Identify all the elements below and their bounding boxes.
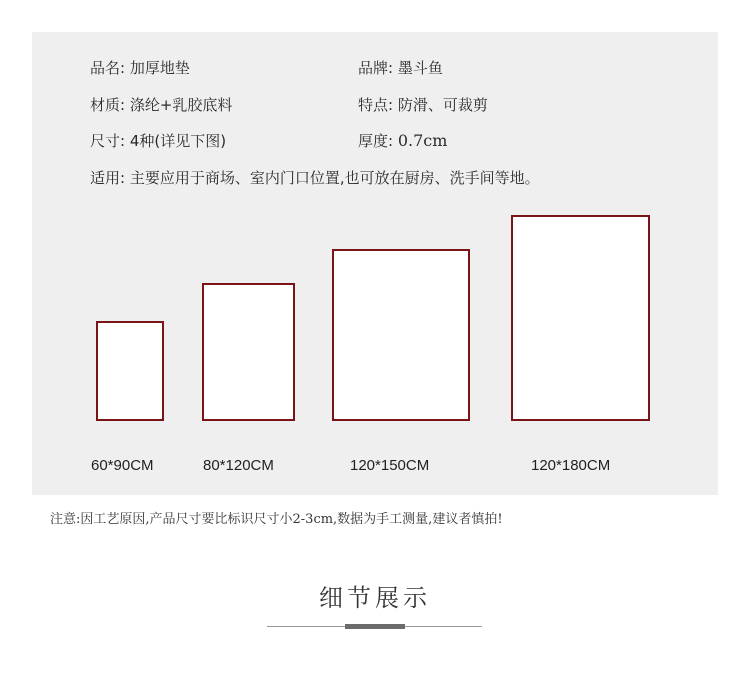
size-label: 120*150CM [350, 457, 430, 474]
section-title: 细节展示 [319, 584, 431, 612]
spec-value: 4种(详见下图) [129, 132, 227, 150]
size-label: 60*90CM [91, 457, 154, 474]
mat-outline-60x90 [96, 321, 164, 421]
title-underline-accent [345, 624, 405, 629]
spec-features [358, 95, 488, 115]
spec-value: 墨斗鱼 [397, 59, 443, 77]
spec-label: 特点: [358, 96, 394, 114]
spec-material [90, 95, 232, 115]
spec-value: 0.7cm [397, 131, 448, 150]
spec-size [90, 131, 226, 151]
mat-outline-120x180 [511, 215, 650, 421]
spec-thickness [358, 131, 447, 151]
spec-panel [32, 32, 718, 495]
spec-brand [358, 58, 443, 78]
spec-value: 涤纶+乳胶底料 [129, 96, 233, 114]
spec-label: 材质: [90, 96, 126, 114]
spec-label: 品名: [90, 59, 126, 77]
spec-usage [90, 168, 540, 188]
size-label: 120*180CM [531, 457, 611, 474]
spec-label: 厚度: [358, 132, 394, 150]
spec-label: 尺寸: [90, 132, 126, 150]
spec-value: 防滑、可裁剪 [397, 96, 488, 114]
spec-product-name [90, 58, 190, 78]
spec-label: 品牌: [358, 59, 394, 77]
size-label: 80*120CM [203, 457, 274, 474]
spec-value: 主要应用于商场、室内门口位置,也可放在厨房、洗手间等地。 [129, 169, 540, 187]
disclaimer-note: 注意:因工艺原因,产品尺寸要比标识尺寸小2-3cm,数据为手工测量,建议者慎拍! [50, 512, 503, 527]
spec-label: 适用: [90, 169, 126, 187]
spec-value: 加厚地垫 [129, 59, 190, 77]
mat-outline-120x150 [332, 249, 470, 421]
mat-outline-80x120 [202, 283, 295, 421]
